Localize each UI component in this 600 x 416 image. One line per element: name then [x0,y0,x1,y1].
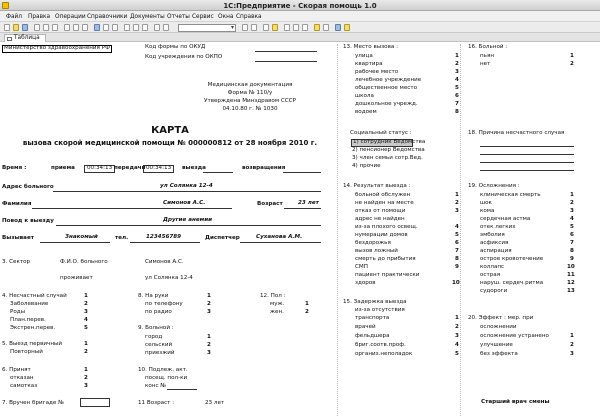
s7-label: 7. Вручен бригаде № [2,400,64,406]
s16-num: 1 [570,53,574,59]
s19-item: кома [480,208,495,214]
approved-date: 04.10.80 г. № 1030 [222,106,278,113]
s10-item: посещ. пол-ки [145,375,188,381]
copy-icon[interactable] [43,24,49,31]
lightbulb-icon[interactable] [344,24,350,31]
menu-windows[interactable]: Окна [218,13,234,20]
okud-line [255,51,317,52]
address-line [53,191,321,192]
s14-num: 10 [452,280,460,286]
s4-item: Заболевание [10,301,49,307]
disp-value[interactable]: Суханова А.М. [256,234,303,240]
s4-label: 4. Несчастный случай [2,293,67,299]
meddoc-block [180,81,320,113]
peredachi-value[interactable]: 00:34:13 [143,165,174,173]
tab-table[interactable] [4,34,46,42]
konsultant-line [167,389,197,390]
s6-label: 6. Принят [2,367,31,373]
folder-icon[interactable] [272,24,278,31]
s15-label: 15. Задержка выезда [343,299,407,305]
find-icon[interactable] [94,24,100,31]
menu-documents[interactable]: Документы [130,13,165,20]
menu-edit[interactable]: Правка [28,13,51,20]
s12-num: 1 [305,301,309,307]
s14-item: отказ от помощи [355,208,406,214]
povod-label: Повод к выезду [2,218,54,224]
s14-item: не найден на месте [355,200,414,206]
paste-icon[interactable] [52,24,58,31]
save-icon[interactable] [22,24,28,31]
meddoc-label: Медицинская документация [207,82,293,88]
s13-num: 1 [455,53,459,59]
s19-num: 3 [570,208,574,214]
s6-num: 1 [84,367,88,373]
s14-num: 4 [455,224,459,230]
disp-line [240,242,321,243]
vyezda-label: выезда [182,165,206,171]
s13-item: школа [355,93,374,99]
s19-item: острое кровотечение [480,256,544,262]
vyezda-line [203,172,233,173]
s3-label: 3. Сектор [2,259,31,265]
priema-value[interactable]: 00:34:13 [84,165,115,173]
menu-help[interactable]: Справка [236,13,262,20]
form-label: Форма № 110/у [227,90,273,97]
s14-num: 7 [455,248,459,254]
soc-item[interactable]: 3) член семьи сотр.Вед. [352,155,423,161]
s16-item: нет [480,61,491,67]
s12-num: 2 [305,309,309,315]
okud-label: Код формы по ОКУД [145,44,206,50]
s15-item: организ.неполадок [355,351,413,357]
s13-num: 5 [455,85,459,91]
s14-num: 1 [455,192,459,198]
s14-item: больной обслужен [355,192,411,198]
s12-item: муж. [270,301,285,307]
s9-num: 3 [207,350,211,356]
s8-num: 2 [207,301,211,307]
menu-bar [0,11,600,22]
time-label: Время : [2,165,27,171]
s15-item: врачей [355,324,376,330]
table-icon[interactable] [284,24,290,31]
s5-num: 1 [84,341,88,347]
call-title: вызова скорой медицинской помощи № 000000812 от 28 ноября 2010 г. [22,139,318,147]
search-icon[interactable] [242,24,248,31]
tel-label: тел. [115,235,129,241]
s13-num: 3 [455,69,459,75]
card-title: КАРТА [151,125,189,136]
s19-num: 5 [570,224,574,230]
s9-num: 1 [207,334,211,340]
s15-num: 5 [455,351,459,357]
s5-label: 5. Выезд первичный [2,341,63,347]
undo-icon[interactable] [73,24,79,31]
s19-num: 9 [570,256,574,262]
tel-value[interactable]: 123456789 [146,234,182,240]
vyzyvaet-label: Вызывает [2,235,34,241]
s4-num: 2 [84,301,88,307]
align-icon[interactable] [154,24,160,31]
vozvrash-line [283,172,321,173]
s18-line [480,162,574,163]
s19-num: 11 [567,272,575,278]
tab-label: Таблица [14,35,40,41]
s14-num: 6 [455,240,459,246]
address-label: Адрес больного [2,184,54,190]
s19-num: 10 [567,264,575,270]
s14-label: 14. Результат выезда : [343,183,411,189]
s13-num: 4 [455,77,459,83]
redo-icon[interactable] [82,24,88,31]
s19-num: 6 [570,232,574,238]
s19-item: наруш. сердеч.ритма [480,280,544,286]
s19-item: асфиксия [480,240,509,246]
s14-item: пациент практически [355,272,420,278]
s18-line [480,154,574,155]
s11-value: 23 лет [205,400,225,406]
peredachi-label: передачи [114,165,146,171]
s16-item: пьян [480,53,494,59]
s8-item: по телефону [145,301,183,307]
address-value[interactable]: ул Солянка 12-4 [160,183,213,189]
s20-label: 20. Эффект : мер. при [468,315,534,321]
s14-num: 9 [455,264,459,270]
table-icon [7,37,12,41]
s15-item: транспорта [355,315,390,321]
s19-item: аспирация [480,248,512,254]
soc-item-selected[interactable]: 1) сотрудник Ведомства [353,139,426,145]
border-icon[interactable] [163,24,169,31]
vozrast-line [284,208,321,209]
s13-num: 6 [455,93,459,99]
povod-value[interactable]: Другие анемии [163,217,213,223]
help-icon[interactable] [335,24,341,31]
prozhivaet-label: проживает [60,275,93,281]
fio-label: Ф.И.О. больного [60,259,108,265]
s10-item: конс № [145,383,167,389]
settings-icon[interactable] [302,24,308,31]
s19-item: отек легких [480,224,516,230]
s15-item: бриг.соотв.проф. [355,342,406,348]
povod-line [56,225,321,226]
s4-num: 4 [84,317,88,323]
s15-num: 2 [455,324,459,330]
s15-item: из-за отсутствия [355,307,405,313]
senior-doctor-label: Старший врач смены [481,399,550,405]
print-icon[interactable] [103,24,109,31]
s12-item: жен. [270,309,284,315]
s15-num: 1 [455,315,459,321]
calendar-icon[interactable] [263,24,269,31]
s14-item: здоров [355,280,376,286]
s19-item: судороги [480,288,508,294]
s15-item: фельдшера [355,333,390,339]
s6-item: самотказ [10,383,38,389]
s19-item: коллапс [480,264,505,270]
s14-item: из-за плохого освещ. [355,224,418,230]
s13-item: водоем [355,109,377,115]
s15-num: 3 [455,333,459,339]
s18-line [480,170,574,171]
menu-references[interactable]: Справочники [87,13,128,20]
s6-item: отказан [10,375,34,381]
s14-num: 5 [455,232,459,238]
s20-num: 3 [570,351,574,357]
new-icon[interactable] [4,24,10,31]
menu-reports[interactable]: Отчеты [167,13,190,20]
menu-operations[interactable]: Операции [55,13,86,20]
s9-item: приезжий [145,350,175,356]
s13-num: 2 [455,61,459,67]
soc-item[interactable]: 2) пенсионер Ведомства [352,147,425,153]
s5-num: 2 [84,349,88,355]
s8-label: 8. На руки [138,293,169,299]
s19-num: 7 [570,240,574,246]
s13-item: дошкольное учрежд. [355,101,418,107]
soc-label: Социальный статус : [350,130,412,136]
soc-item[interactable]: 4) прочие [352,163,381,169]
s19-num: 13 [567,288,575,294]
column-divider [337,44,338,416]
s15-num: 4 [455,342,459,348]
okpo-line [255,61,317,62]
italic-icon[interactable] [133,24,139,31]
s13-num: 7 [455,101,459,107]
s16-num: 2 [570,61,574,67]
s19-num: 12 [567,280,575,286]
fio-value: Симонов А.С. [145,259,184,265]
s19-num: 8 [570,248,574,254]
s6-num: 2 [84,375,88,381]
s13-num: 8 [455,109,459,115]
menu-file[interactable]: Файл [6,13,23,20]
tel-line [130,242,200,243]
s19-item: эмболия [480,232,505,238]
okpo-label: Код учреждения по ОКПО [145,54,223,60]
s19-item: сердечная астма [480,216,531,222]
s9-num: 2 [207,342,211,348]
priema-label: приема [51,165,75,171]
s13-item: общественное место [355,85,418,91]
s4-item: Роды [10,309,26,315]
toolbar [0,22,600,33]
star-icon[interactable] [314,24,320,31]
s8-item: по радио [145,309,172,315]
underline-icon[interactable] [142,24,148,31]
s19-item: шок [480,200,492,206]
s20-item: без эффекта [480,351,518,357]
s14-item: бездорожья [355,240,391,246]
prozhivaet-value: ул Солянка 12-4 [145,275,193,281]
s13-item: улица [355,53,373,59]
familiya-line [32,208,232,209]
s14-num: 3 [455,208,459,214]
s4-num: 1 [84,293,88,299]
s14-item: адрес не найден [355,216,405,222]
s4-num: 3 [84,309,88,315]
brigade-box[interactable] [80,398,110,407]
s20-num: 1 [570,333,574,339]
tab-bar [0,33,600,42]
vozvrash-label: возвращения [242,165,286,171]
grid-icon[interactable] [293,24,299,31]
s20-item: осложнение устранено [480,333,549,339]
s6-num: 3 [84,383,88,389]
familiya-label: Фамилия [2,201,32,207]
s5-item: Повторный [10,349,43,355]
disp-label: Диспетчер [205,235,240,241]
s4-item: Экстрен.перев. [10,325,56,331]
cut-icon[interactable] [34,24,40,31]
s4-num: 5 [84,325,88,331]
vyzyvaet-line [40,242,110,243]
s18-line [480,146,574,147]
calc-icon[interactable] [251,24,257,31]
vozrast-value[interactable]: 23 лет [298,200,319,206]
s19-item: острая [480,272,501,278]
s19-item: клиническая смерть [480,192,541,198]
s13-label: 13. Место вызова : [343,44,398,50]
history-icon[interactable] [323,24,329,31]
s13-item: лечебное учреждение [355,77,422,83]
s14-item: вызов ложный [355,248,398,254]
delete-icon[interactable] [64,24,70,31]
s20-item: осложнении [480,324,517,330]
s13-item: рабочее место [355,69,399,75]
column-divider [460,44,461,416]
font-combo[interactable] [178,24,236,32]
s14-item: смерть до прибытия [355,256,416,262]
title-bar [0,0,600,11]
s9-item: город [145,334,163,340]
approved-label: Утверждена Минздравом СССР [204,98,296,105]
familiya-value[interactable]: Симонов А.С. [163,200,206,206]
s13-item: квартира [355,61,383,67]
s19-label: 19. Осложнения : [468,183,520,189]
s14-num: 2 [455,200,459,206]
s20-num: 2 [570,342,574,348]
window-title: 1С:Предприятие - Скорая помощь 1.0 [223,2,377,10]
bold-icon[interactable] [124,24,130,31]
s19-num: 4 [570,216,574,222]
s20-item: улучшение [480,342,513,348]
s18-label: 18. Причина несчастного случая [468,130,565,136]
s4-item: План.перев. [10,317,46,323]
vyzyvaet-value[interactable]: Знакомый [65,234,98,240]
preview-icon[interactable] [112,24,118,31]
s8-num: 3 [207,309,211,315]
s9-label: 9. Больной : [138,325,174,331]
s14-num: 8 [455,256,459,262]
s10-label: 10. Подлеж. акт. [138,367,188,373]
s12-label: 12. Пол : [260,293,286,299]
s9-item: сельский [145,342,173,348]
s8-num: 1 [207,293,211,299]
s19-num: 2 [570,200,574,206]
s19-num: 1 [570,192,574,198]
vozrast-label: Возраст [257,201,283,207]
s11-label: 11 Возраст : [138,400,175,406]
s16-label: 16. Больной : [468,44,508,50]
menu-service[interactable]: Сервис [192,13,214,20]
ministry-label: Министерство здравоохранения РФ [4,45,110,51]
open-icon[interactable] [13,24,19,31]
s14-item: СМП [355,264,368,270]
s14-item: нумерации домов [355,232,408,238]
